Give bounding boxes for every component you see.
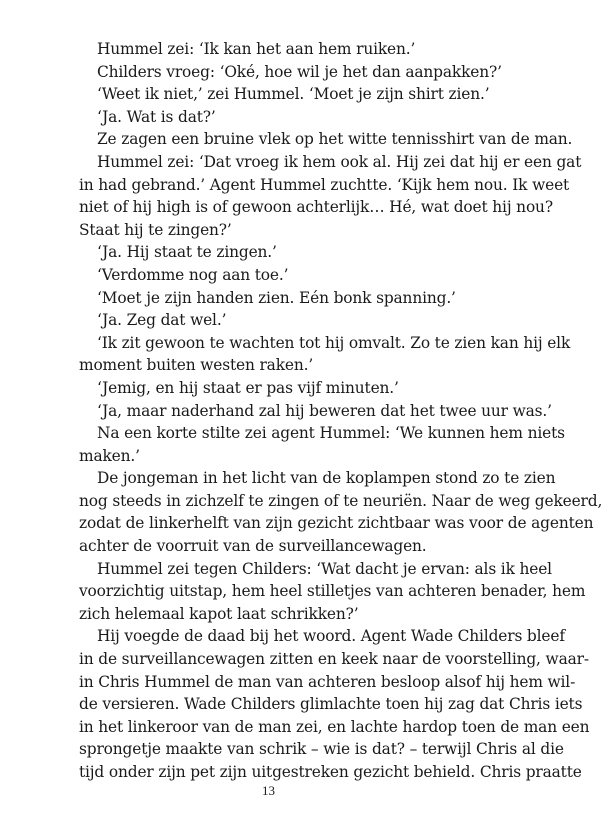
text-line: Hummel zei: ‘Ik kan het aan hem ruiken.’ xyxy=(97,40,416,58)
text-line: Hummel zei: ‘Dat vroeg ik hem ook al. Hij zei dat hij er een gat xyxy=(97,152,582,171)
text-line: ‘Weet ik niet,’ zei Hummel. ‘Moet je zijn shirt zien.’ xyxy=(97,85,490,104)
paragraph xyxy=(79,264,489,287)
text-line: tijd onder zijn pet zijn uitgestreken gezicht behield. Chris praatte xyxy=(79,763,582,781)
text-line: moment buiten westen raken.’ xyxy=(79,356,314,375)
text-line: Childers vroeg: ‘Oké, hoe wil je het dan aanpakken?’ xyxy=(97,62,502,81)
text-line: de versieren. Wade Childers glimlachte toen hij zag dat Chris iets xyxy=(79,695,583,714)
text-line: ‘Ja. Hij staat te zingen.’ xyxy=(97,243,277,262)
body-text xyxy=(79,38,602,784)
text-line: nog steeds in zichzelf te zingen of te neuriën. Naar de weg gekeerd, xyxy=(79,491,602,510)
text-line: zich helemaal kapot laat schrikken?’ xyxy=(79,604,359,623)
text-line: ‘Jemig, en hij staat er pas vijf minuten.’ xyxy=(97,378,399,397)
page-number: 13 xyxy=(262,783,275,798)
text-line: in de surveillancewagen zitten en keek naar de voorstelling, waar- xyxy=(79,650,589,669)
paragraph xyxy=(79,625,590,783)
paragraph xyxy=(79,128,573,151)
text-line: ‘Ja, maar naderhand zal hij beweren dat het twee uur was.’ xyxy=(97,401,552,420)
text-line: achter de voorruit van de surveillancewagen. xyxy=(79,537,427,556)
text-line: ‘Ik zit gewoon te wachten tot hij omvalt. Zo te zien kan hij elk xyxy=(97,333,571,352)
paragraph xyxy=(79,558,586,626)
paragraph xyxy=(79,332,571,377)
text-line: ‘Moet je zijn handen zien. Eén bonk spanning.’ xyxy=(97,288,456,307)
paragraph xyxy=(79,106,489,129)
text-line: Na een korte stilte zei agent Hummel: ‘We kunnen hem niets xyxy=(97,424,565,443)
paragraph xyxy=(79,377,489,400)
text-line: ‘Ja. Zeg dat wel.’ xyxy=(97,311,227,330)
text-line: niet of hij high is of gewoon achterlijk… Hé, wat doet hij nou? xyxy=(79,198,553,217)
text-line: Hummel zei tegen Childers: ‘Wat dacht je ervan: als ik heel xyxy=(97,559,552,578)
text-line: Hij voegde de daad bij het woord. Agent Wade Childers bleef xyxy=(97,627,565,646)
paragraph xyxy=(79,287,489,310)
paragraph xyxy=(79,151,582,241)
text-line: in het linkeroor van de man zei, en lachte hardop toen de man een xyxy=(79,717,590,736)
paragraph xyxy=(79,400,552,423)
text-line: in Chris Hummel de man van achteren besloop alsof hij hem wil- xyxy=(79,672,576,691)
text-line: zodat de linkerhelft van zijn gezicht zichtbaar was voor de agenten xyxy=(79,514,594,533)
paragraph xyxy=(79,83,489,106)
text-line: De jongeman in het licht van de koplampen stond zo te zien xyxy=(97,469,556,488)
paragraph xyxy=(79,422,565,467)
text-line: ‘Ja. Wat is dat?’ xyxy=(97,107,216,126)
text-line: Ze zagen een bruine vlek op het witte tennisshirt van de man. xyxy=(97,130,573,149)
paragraph xyxy=(79,61,502,84)
text-line: sprongetje maakte van schrik – wie is dat? – terwijl Chris al die xyxy=(79,740,564,759)
paragraph xyxy=(79,467,602,557)
text-line: Staat hij te zingen?’ xyxy=(79,220,232,239)
text-line: maken.’ xyxy=(79,446,140,465)
paragraph xyxy=(79,241,489,264)
text-line: in had gebrand.’ Agent Hummel zuchtte. ‘Kijk hem nou. Ik weet xyxy=(79,175,570,194)
paragraph xyxy=(79,309,489,332)
text-line: ‘Verdomme nog aan toe.’ xyxy=(97,265,289,284)
paragraph xyxy=(79,38,489,61)
text-line: voorzichtig uitstap, hem heel stilletjes van achteren benader, hem xyxy=(79,582,586,601)
